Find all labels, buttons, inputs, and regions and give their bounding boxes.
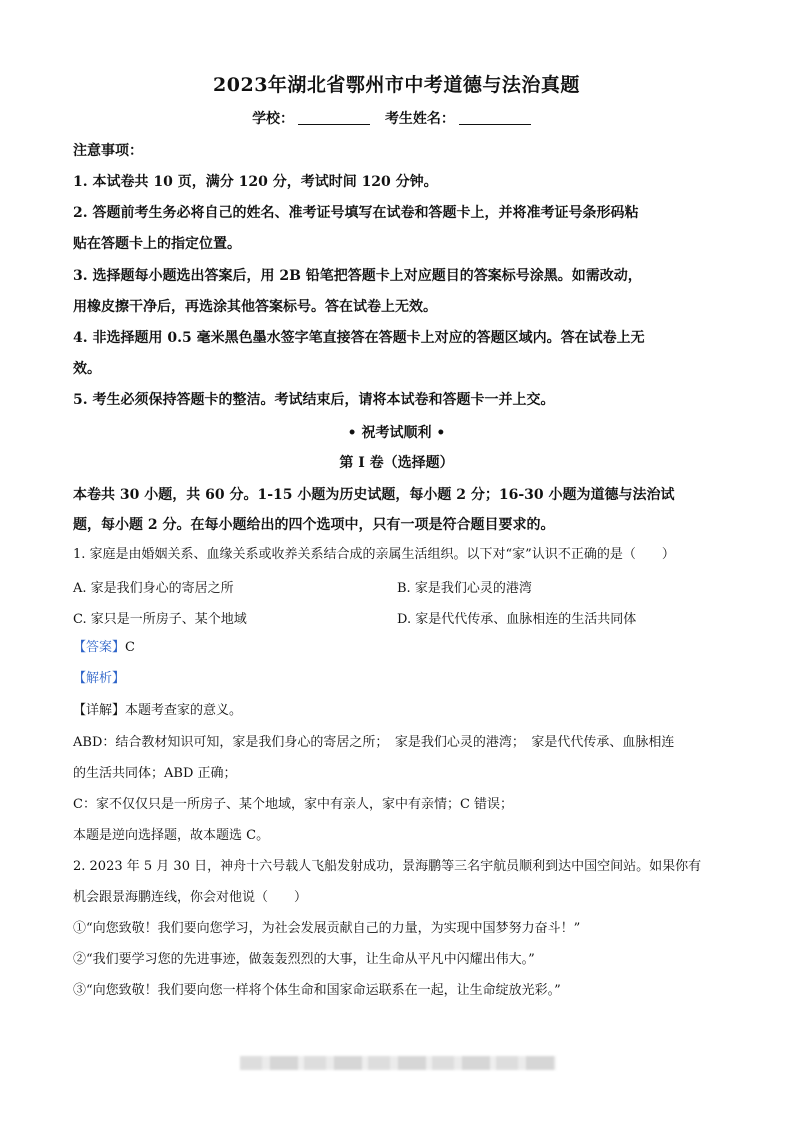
note-item: 1. 本试卷共 10 页，满分 120 分，考试时间 120 分钟。 bbox=[73, 174, 438, 190]
name-label: 考生姓名： bbox=[384, 111, 455, 127]
section-description: 本卷共 30 小题，共 60 分。1-15 小题为历史试题，每小题 2 分；16-30 小题为道德与法治试 bbox=[73, 487, 675, 503]
question-2-stem: 机会跟景海鹏连线，你会对他说（ ） bbox=[73, 890, 308, 905]
question-2-stem: 2. 2023 年 5 月 30 日，神舟十六号载人飞船发射成功，景海鹏等三名宇航员顺利到达中国空间站。如果你有 bbox=[73, 859, 702, 874]
question-1-option-a: A. 家是我们身心的寄居之所 bbox=[73, 581, 234, 596]
section-description: 题，每小题 2 分。在每小题给出的四个选项中，只有一项是符合题目要求的。 bbox=[73, 517, 555, 533]
analysis-abd: ABD：结合教材知识可知，家是我们身心的寄居之所； 家是我们心灵的港湾； 家是代代传承、血脉相连 bbox=[73, 735, 675, 750]
question-2-statement: ①“向您致敬！我们要向您学习，为社会发展贡献自己的力量，为实现中国梦努力奋斗！” bbox=[73, 921, 581, 936]
answer-tag: 【答案】 bbox=[73, 640, 126, 655]
analysis-abd: 的生活共同体；ABD 正确； bbox=[73, 766, 237, 781]
school-label: 学校： bbox=[252, 111, 295, 127]
analysis-conclusion: 本题是逆向选择题，故本题选 C。 bbox=[73, 828, 270, 843]
detail-text: 【详解】本题考查家的意义。 bbox=[73, 703, 243, 718]
student-info-line bbox=[0, 108, 793, 128]
question-1-stem: 1. 家庭是由婚姻关系、血缘关系或收养关系结合成的亲属生活组织。以下对“家”认识不正确的是（ ） bbox=[73, 547, 675, 562]
question-1-option-c: C. 家只是一所房子、某个地域 bbox=[73, 612, 247, 627]
blessing: • 祝考试顺利 • bbox=[347, 425, 446, 441]
answer-value: C bbox=[125, 640, 135, 655]
note-item: 贴在答题卡上的指定位置。 bbox=[73, 236, 241, 252]
notes-heading: 注意事项： bbox=[73, 143, 143, 159]
question-1-option-b: B. 家是我们心灵的港湾 bbox=[397, 581, 532, 596]
page-title: 2023年湖北省鄂州市中考道德与法治真题 bbox=[213, 74, 580, 96]
note-item: 效。 bbox=[73, 361, 101, 377]
blurred-footer bbox=[240, 1056, 556, 1070]
question-1-answer bbox=[73, 638, 723, 658]
note-item: 5. 考生必须保持答题卡的整洁。考试结束后，请将本试卷和答题卡一并上交。 bbox=[73, 392, 555, 408]
note-item: 2. 答题前考生务必将自己的姓名、准考证号填写在试卷和答题卡上，并将准考证号条形码粘 bbox=[73, 205, 639, 221]
analysis-c: C：家不仅仅只是一所房子、某个地域，家中有亲人，家中有亲情；C 错误； bbox=[73, 797, 514, 812]
note-item: 3. 选择题每小题选出答案后，用 2B 铅笔把答题卡上对应题目的答案标号涂黑。如需改动， bbox=[73, 268, 642, 284]
question-2-statement: ③“向您致敬！我们要向您一样将个体生命和国家命运联系在一起，让生命绽放光彩。” bbox=[73, 983, 561, 998]
section-title: 第 I 卷（选择题） bbox=[339, 455, 454, 471]
school-field[interactable] bbox=[298, 110, 370, 125]
analysis-tag: 【解析】 bbox=[73, 671, 126, 686]
note-item: 4. 非选择题用 0.5 毫米黑色墨水签字笔直接答在答题卡上对应的答题区域内。答在试卷上无 bbox=[73, 330, 645, 346]
name-field[interactable] bbox=[459, 110, 531, 125]
question-1-option-d: D. 家是代代传承、血脉相连的生活共同体 bbox=[397, 612, 637, 627]
question-2-statement: ②“我们要学习您的先进事迹，做轰轰烈烈的大事，让生命从平凡中闪耀出伟大。” bbox=[73, 952, 535, 967]
note-item: 用橡皮擦干净后，再选涂其他答案标号。答在试卷上无效。 bbox=[73, 299, 437, 315]
